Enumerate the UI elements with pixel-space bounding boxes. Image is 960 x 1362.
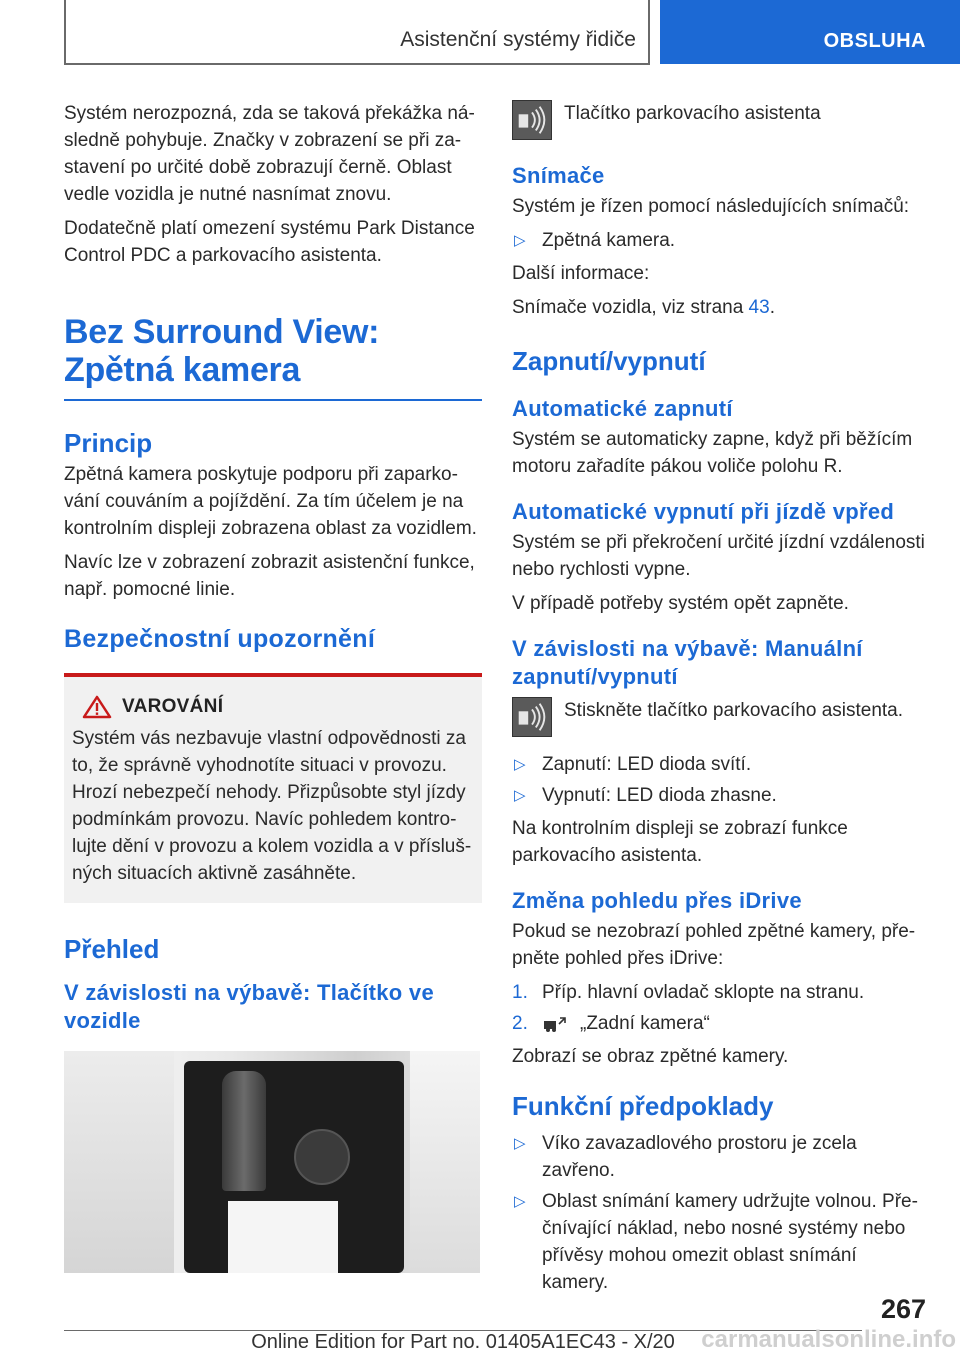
sensors-paragraph: Systém je řízen pomocí následujících snímačů: [512, 196, 910, 217]
list-item: ▷ Vypnutí: LED dioda zhasne. [512, 782, 926, 809]
heading-safety: Bezpečnostní upozornění [64, 625, 376, 653]
auto-on-paragraph: Systém se automaticky zapne, když při běžícím motoru zařadíte pákou voliče polohu R. [512, 429, 913, 477]
auto-off-paragraph-2: V případě potřeby systém opět zapněte. [512, 593, 849, 614]
intro-paragraph-1: Systém nerozpozná, zda se taková překážka následně pohybuje. Značky v zobrazení se při zastavení po určité době zobrazují černě. Oblast vedle vozidla je nutné nasnímat znovu. [64, 103, 475, 205]
warning-header [72, 695, 472, 719]
page-number: 267 [880, 1294, 926, 1324]
warning-box [64, 673, 482, 903]
list-item: ▷ Zpětná kamera. [512, 227, 926, 254]
footer-edition: Online Edition for Part no. 01405A1EC43 - X/20 [251, 1331, 675, 1353]
header-underline [64, 63, 650, 65]
manual-caption-row [512, 697, 926, 737]
intro-paragraph-2: Dodatečně platí omezení systému Park Distance Control PDC a parkovacího asistenta. [64, 218, 475, 266]
manual-paragraph: Na kontrolním displeji se zobrazí funkce parkovacího asistenta. [512, 818, 848, 866]
sensors-reference: Snímače vozidla, viz strana 43. [512, 297, 775, 318]
list-item: 1. Příp. hlavní ovladač sklopte na stranu. [512, 982, 865, 1003]
warning-title: VAROVÁNÍ [122, 696, 224, 717]
photo-left-trim [64, 1051, 174, 1273]
more-info-label: Další informace: [512, 263, 650, 284]
header-tab-obsluha[interactable]: OBSLUHA [660, 0, 960, 64]
heading-overview: Přehled [64, 934, 160, 964]
watermark: carmanualsonline.info [701, 1326, 956, 1353]
triangle-bullet-icon: ▷ [514, 1193, 526, 1210]
list-item: 2. „Zadní kamera“ [512, 1013, 710, 1034]
heading-on-off: Zapnutí/vypnutí [512, 346, 706, 376]
heading-auto-on: Automatické zapnutí [512, 396, 733, 421]
parking-assistant-button-icon [512, 697, 552, 737]
page-link-43[interactable]: 43 [748, 297, 770, 318]
sensors-list [512, 227, 926, 254]
parking-button-caption: Tlačítko parkovacího asistenta [564, 103, 821, 124]
manual-list [512, 751, 926, 809]
heading-button-in-vehicle: V závislosti na výbavě: Tlačítko ve vozidle [64, 980, 434, 1033]
chapter-title: Bez Surround View: Zpětná kamera [64, 313, 482, 401]
list-item: ▷ Oblast snímání kamery udržujte volnou. Přečnívající náklad, nebo nosné systémy nebo přívěsy mohou omezit oblast snímání kamery. [512, 1188, 926, 1296]
rear-camera-icon [542, 1014, 572, 1034]
heading-prerequisites: Funkční předpoklady [512, 1091, 774, 1121]
heading-sensors: Snímače [512, 163, 605, 188]
right-column [512, 100, 926, 1302]
triangle-bullet-icon: ▷ [514, 232, 526, 249]
list-item: ▷ Víko zavazadlového prostoru je zcela zavřeno. [512, 1130, 926, 1184]
triangle-bullet-icon: ▷ [514, 756, 526, 773]
parking-assistant-button-icon [512, 100, 552, 140]
idrive-steps [512, 979, 926, 1037]
photo-idrive-controller [294, 1129, 350, 1185]
prerequisites-list [512, 1130, 926, 1296]
list-item: ▷ Zapnutí: LED dioda svítí. [512, 751, 926, 778]
warning-triangle-icon [82, 695, 112, 719]
parking-button-caption-row [512, 100, 926, 140]
heading-idrive: Změna pohledu přes iDrive [512, 888, 802, 913]
manual-caption: Stiskněte tlačítko parkovacího asistenta. [564, 700, 904, 721]
idrive-paragraph: Pokud se nezobrazí pohled zpětné kamery, přepněte pohled přes iDrive: [512, 921, 916, 969]
warning-text: Systém vás nezbavuje vlastní odpovědnosti za to, že správně vyhodnotíte situaci v provozu. Hrozí nebezpečí nehody. Přizpůsobte styl jízdy podmínkám provozu. Navíc pohledem kontrolujte dění v provozu a kolem vozidla a v příslušných situacích aktivně zasáhněte. [72, 728, 472, 884]
auto-off-paragraph-1: Systém se při překročení určité jízdní vzdálenosti nebo rychlosti vypne. [512, 532, 925, 580]
left-column [64, 100, 482, 1273]
heading-auto-off: Automatické vypnutí při jízdě vpřed [512, 499, 895, 524]
header-divider-right [648, 0, 650, 64]
heading-princip: Princip [64, 428, 153, 458]
princip-paragraph-2: Navíc lze v zobrazení zobrazit asistenční funkce, např. pomocné linie. [64, 552, 475, 600]
idrive-result: Zobrazí se obraz zpětné kamery. [512, 1046, 789, 1067]
header-section-title: Asistenční systémy řidiče [400, 28, 636, 51]
triangle-bullet-icon: ▷ [514, 787, 526, 804]
heading-manual-on-off: V závislosti na výbavě: Manuální zapnutí/vypnutí [512, 636, 863, 689]
triangle-bullet-icon: ▷ [514, 1135, 526, 1152]
photo-armrest-panel [228, 1201, 338, 1273]
photo-right-trim [410, 1051, 480, 1273]
photo-gear-selector [222, 1071, 266, 1191]
center-console-photo [64, 1051, 480, 1273]
princip-paragraph-1: Zpětná kamera poskytuje podporu při zaparkování couváním a pojíždění. Za tím účelem je na kontrolním displeji zobrazena oblast za vozidlem. [64, 464, 477, 539]
